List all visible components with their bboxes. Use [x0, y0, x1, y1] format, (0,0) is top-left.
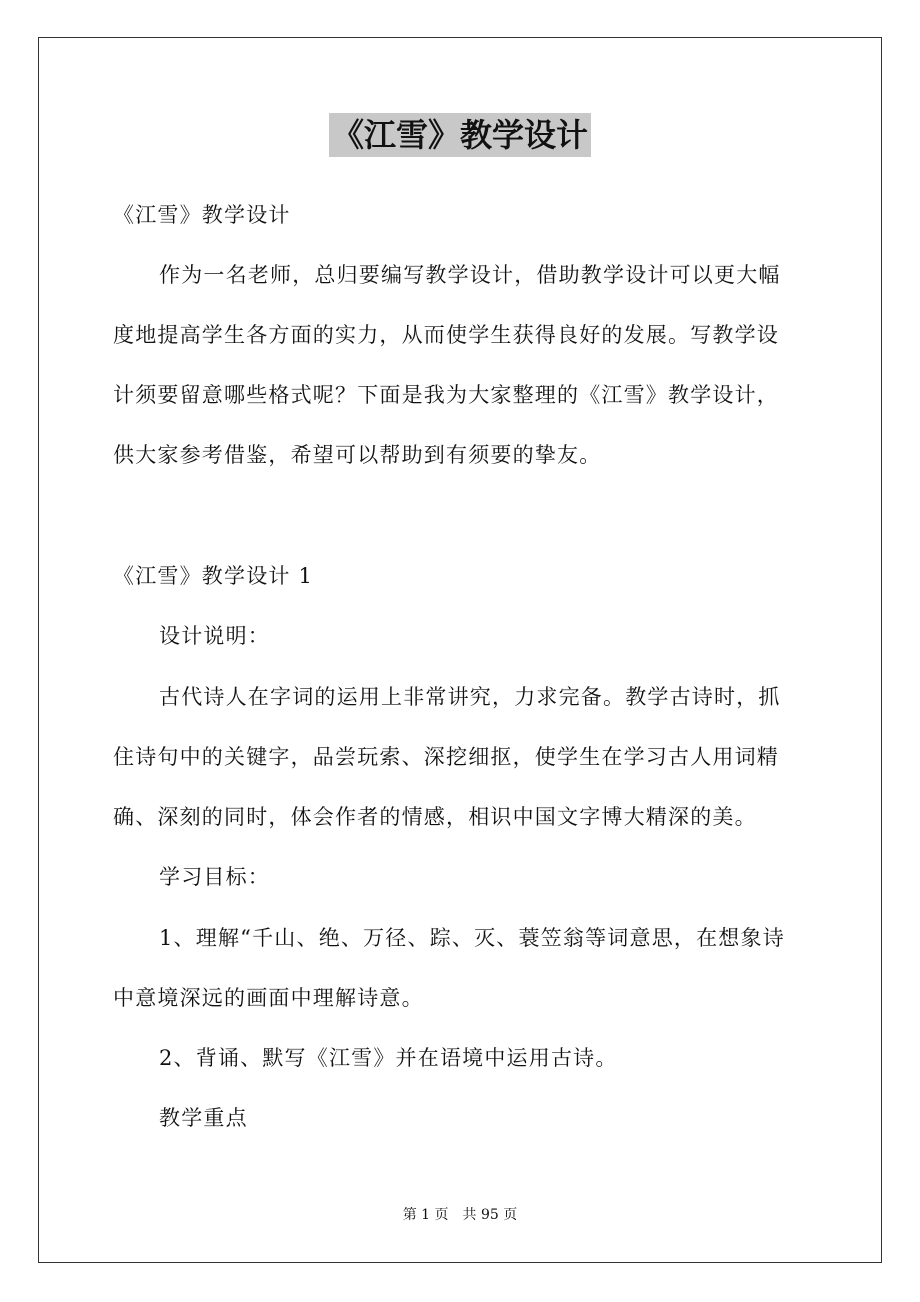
paragraph-line: 中意境深远的画面中理解诗意。 — [113, 986, 424, 1010]
paragraph-line: 确、深刻的同时，体会作者的情感，相识中国文字博大精深的美。 — [113, 805, 757, 829]
paragraph-line: 古代诗人在字词的运用上非常讲究，力求完备。教学古诗时，抓 — [159, 685, 781, 709]
paragraph-line: 教学重点 — [159, 1106, 248, 1130]
paragraph-line: 2、背诵、默写《江雪》并在语境中运用古诗。 — [159, 1046, 618, 1070]
page-footer — [0, 1206, 920, 1224]
page-total: 共 95 页 — [462, 1207, 518, 1223]
document-title: 《江雪》教学设计 — [329, 113, 591, 157]
page-number: 第 1 页 — [402, 1207, 449, 1223]
paragraph-line: 1、理解“千山、绝、万径、踪、灭、蓑笠翁等词意思，在想象诗 — [159, 926, 785, 950]
paragraph-line: 学习目标： — [159, 865, 270, 889]
paragraph-line: 度地提高学生各方面的实力，从而使学生获得良好的发展。写教学设 — [113, 323, 779, 347]
paragraph-line: 作为一名老师，总归要编写教学设计，借助教学设计可以更大幅 — [159, 263, 781, 287]
paragraph-line: 计须要留意哪些格式呢？下面是我为大家整理的《江雪》教学设计， — [113, 383, 779, 407]
paragraph-line: 住诗句中的关键字，品尝玩索、深挖细抠，使学生在学习古人用词精 — [113, 745, 779, 769]
paragraph-line: 设计说明： — [159, 624, 270, 648]
title-container — [0, 113, 920, 157]
subtitle-line: 《江雪》教学设计 — [113, 203, 291, 227]
paragraph-line: 供大家参考借鉴，希望可以帮助到有须要的挚友。 — [113, 443, 602, 467]
section-heading: 《江雪》教学设计 1 — [113, 564, 314, 588]
